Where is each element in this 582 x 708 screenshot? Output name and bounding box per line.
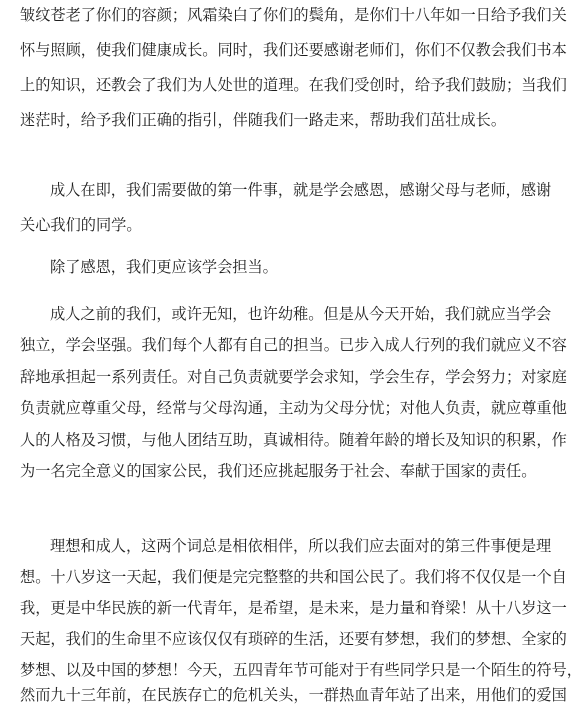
text-line: 为一名完全意义的国家公民，我们还应挑起服务于社会、奉献于国家的责任。 xyxy=(20,462,537,480)
text-line: 迷茫时，给予我们正确的指引，伴随我们一路走来，帮助我们茁壮成长。 xyxy=(20,111,506,129)
text-line: 理想和成人，这两个词总是相依相伴，所以我们应去面对的第三件事便是理 xyxy=(50,537,552,555)
text-line: 天起，我们的生命里不应该仅仅有琐碎的生活，还要有梦想，我们的梦想、全家的 xyxy=(20,630,567,648)
text-line: 我，更是中华民族的新一代青年，是希望，是未来，是力量和脊梁！从十八岁这一 xyxy=(20,599,567,617)
text-line: 怀与照顾，使我们健康成长。同时，我们还要感谢老师们，你们不仅教会我们书本 xyxy=(20,41,567,59)
text-line: 辞地承担起一系列责任。对自己负责就要学会求知，学会生存，学会努力；对家庭 xyxy=(20,368,567,386)
text-line: 人的人格及习惯，与他人团结互助，真诚相待。随着年龄的增长及知识的积累，作 xyxy=(20,431,567,449)
text-line: 负责就应尊重父母，经常与父母沟通，主动为父母分忧；对他人负责，就应尊重他 xyxy=(20,399,567,417)
text-line: 然而九十三年前，在民族存亡的危机关头，一群热血青年站了出来，用他们的爱国 xyxy=(20,686,567,704)
text-line: 梦想、以及中国的梦想！今天，五四青年节可能对于有些同学只是一个陌生的符号， xyxy=(20,661,582,679)
text-line: 成人在即，我们需要做的第一件事，就是学会感恩，感谢父母与老师，感谢 xyxy=(50,181,552,199)
text-line: 除了感恩，我们更应该学会担当。 xyxy=(50,258,278,276)
text-line: 独立，学会坚强。我们每个人都有自己的担当。已步入成人行列的我们就应义不容 xyxy=(20,336,567,354)
text-line: 上的知识，还教会了我们为人处世的道理。在我们受创时，给予我们鼓励；当我们 xyxy=(20,76,567,94)
text-line: 成人之前的我们，或许无知，也许幼稚。但是从今天开始，我们就应当学会 xyxy=(50,305,552,323)
text-line: 关心我们的同学。 xyxy=(20,216,142,234)
text-line: 皱纹苍老了你们的容颜；风霜染白了你们的鬓角，是你们十八年如一日给予我们关 xyxy=(20,6,567,24)
text-line: 想。十八岁这一天起，我们便是完完整整的共和国公民了。我们将不仅仅是一个自 xyxy=(20,568,567,586)
